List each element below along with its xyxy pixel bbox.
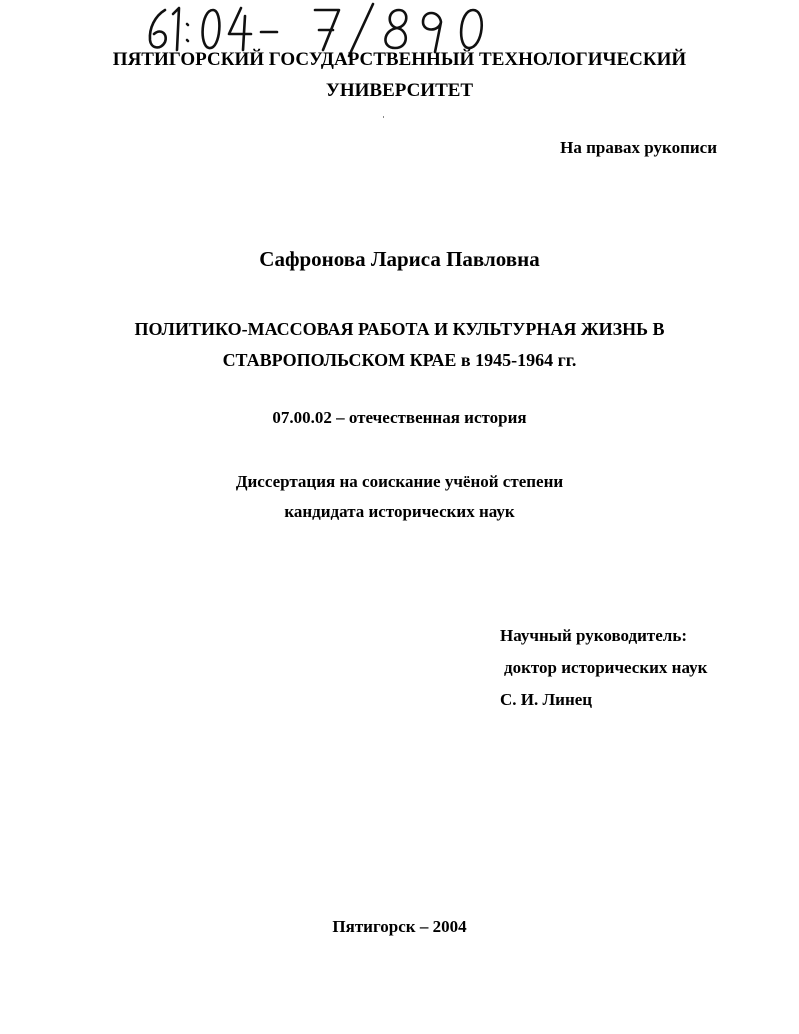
city-year: Пятигорск – 2004 bbox=[332, 917, 467, 936]
degree-line-2: кандидата исторических наук bbox=[284, 502, 515, 521]
advisor-label: Научный руководитель: bbox=[500, 626, 687, 645]
specialty-code: 07.00.02 – отечественная история bbox=[272, 408, 527, 427]
scientific-advisor bbox=[500, 620, 760, 716]
university-line-2: УНИВЕРСИТЕТ bbox=[325, 80, 474, 101]
author-name: Сафронова Лариса Павловна bbox=[259, 247, 540, 271]
degree-line-1: Диссертация на соискание учёной степени bbox=[235, 472, 564, 491]
dissertation-title bbox=[0, 314, 799, 376]
degree-statement bbox=[0, 467, 799, 527]
university-name bbox=[0, 44, 799, 106]
advisor-degree: доктор исторических наук bbox=[504, 658, 708, 677]
scan-speck bbox=[383, 116, 384, 118]
manuscript-note: На правах рукописи bbox=[560, 138, 717, 157]
university-line-1: ПЯТИГОРСКИЙ ГОСУДАРСТВЕННЫЙ ТЕХНОЛОГИЧЕСКИЙ bbox=[112, 49, 687, 70]
title-line-1: ПОЛИТИКО-МАССОВАЯ РАБОТА И КУЛЬТУРНАЯ ЖИЗНЬ В bbox=[134, 319, 665, 339]
title-line-2: СТАВРОПОЛЬСКОМ КРАЕ в 1945-1964 гг. bbox=[222, 350, 577, 370]
advisor-name: С. И. Линец bbox=[500, 690, 593, 709]
